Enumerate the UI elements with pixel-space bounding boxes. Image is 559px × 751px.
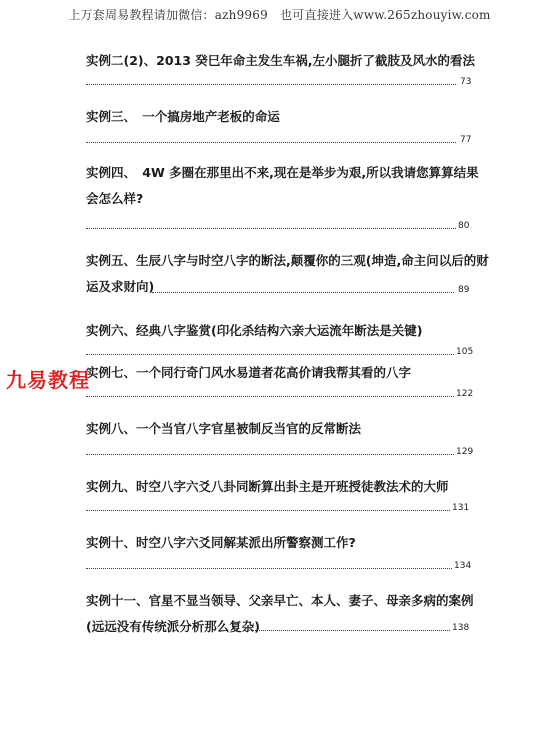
toc-leader [86,556,452,569]
watermark-logo: 九易教程 [6,368,90,392]
page-header-ad: 上万套周易教程请加微信：azh9969 也可直接进入www.265zhouyiw.com [68,8,491,22]
toc-leader [86,72,456,85]
toc-page-number: 77 [460,135,472,145]
toc-leader [244,618,450,631]
toc-page-number: 122 [456,389,474,399]
toc-entry-title: 实例十、时空八字六爻同解某派出所警察测工作? [86,535,356,550]
toc-page-number: 89 [458,285,470,295]
toc-leader [86,130,456,143]
toc-entry[interactable] [86,588,491,640]
toc-entry[interactable] [86,360,491,386]
toc-page-number: 105 [456,347,474,357]
toc-page-number: 134 [454,561,472,571]
toc-page-number: 80 [458,221,470,231]
toc-entry-title: 实例五、生辰八字与时空八字的断法,颠覆你的三观(坤造,命主问以后的财运及求财向) [86,253,489,294]
toc-page-number: 138 [452,623,470,633]
toc-page-number: 73 [460,77,472,87]
toc-entry[interactable] [86,104,491,130]
toc-page-number: 131 [452,503,470,513]
toc-page-number: 129 [456,447,474,457]
toc-entry-title: 实例三、 一个搞房地产老板的命运 [86,109,280,124]
toc-leader [86,442,454,455]
toc-leader [86,498,450,511]
toc-entry-title: 实例八、一个当官八字官星被制反当官的反常断法 [86,421,362,436]
toc-entry-title: 实例七、一个同行奇门风水易道者花高价请我帮其看的八字 [86,365,412,380]
toc-leader [86,384,454,397]
toc-entry-title: 实例四、 4W 多圈在那里出不来,现在是举步为艰,所以我请您算算结果会怎么样? [86,165,479,206]
toc-leader [86,216,456,229]
toc-entry[interactable] [86,160,491,212]
toc-entry[interactable] [86,474,491,500]
toc-entry[interactable] [86,416,491,442]
toc-entry-title: 实例二(2)、2013 癸巳年命主发生车祸,左小腿折了截肢及风水的看法 [86,53,476,68]
toc-entry-title: 实例九、时空八字六爻八卦同断算出卦主是开班授徒教法术的大师 [86,479,449,494]
toc-entry[interactable] [86,530,491,556]
toc-leader [152,280,454,293]
toc-entry-title: 实例六、经典八字鉴赏(印化杀结构六亲大运流年断法是关键) [86,323,423,338]
toc-leader [86,342,454,355]
toc-entry[interactable] [86,48,491,74]
toc-entry-title: 实例十一、官星不显当领导、父亲早亡、本人、妻子、母亲多病的案例(远远没有传统派分析那么复杂) [86,593,474,634]
toc-entry[interactable] [86,318,491,344]
